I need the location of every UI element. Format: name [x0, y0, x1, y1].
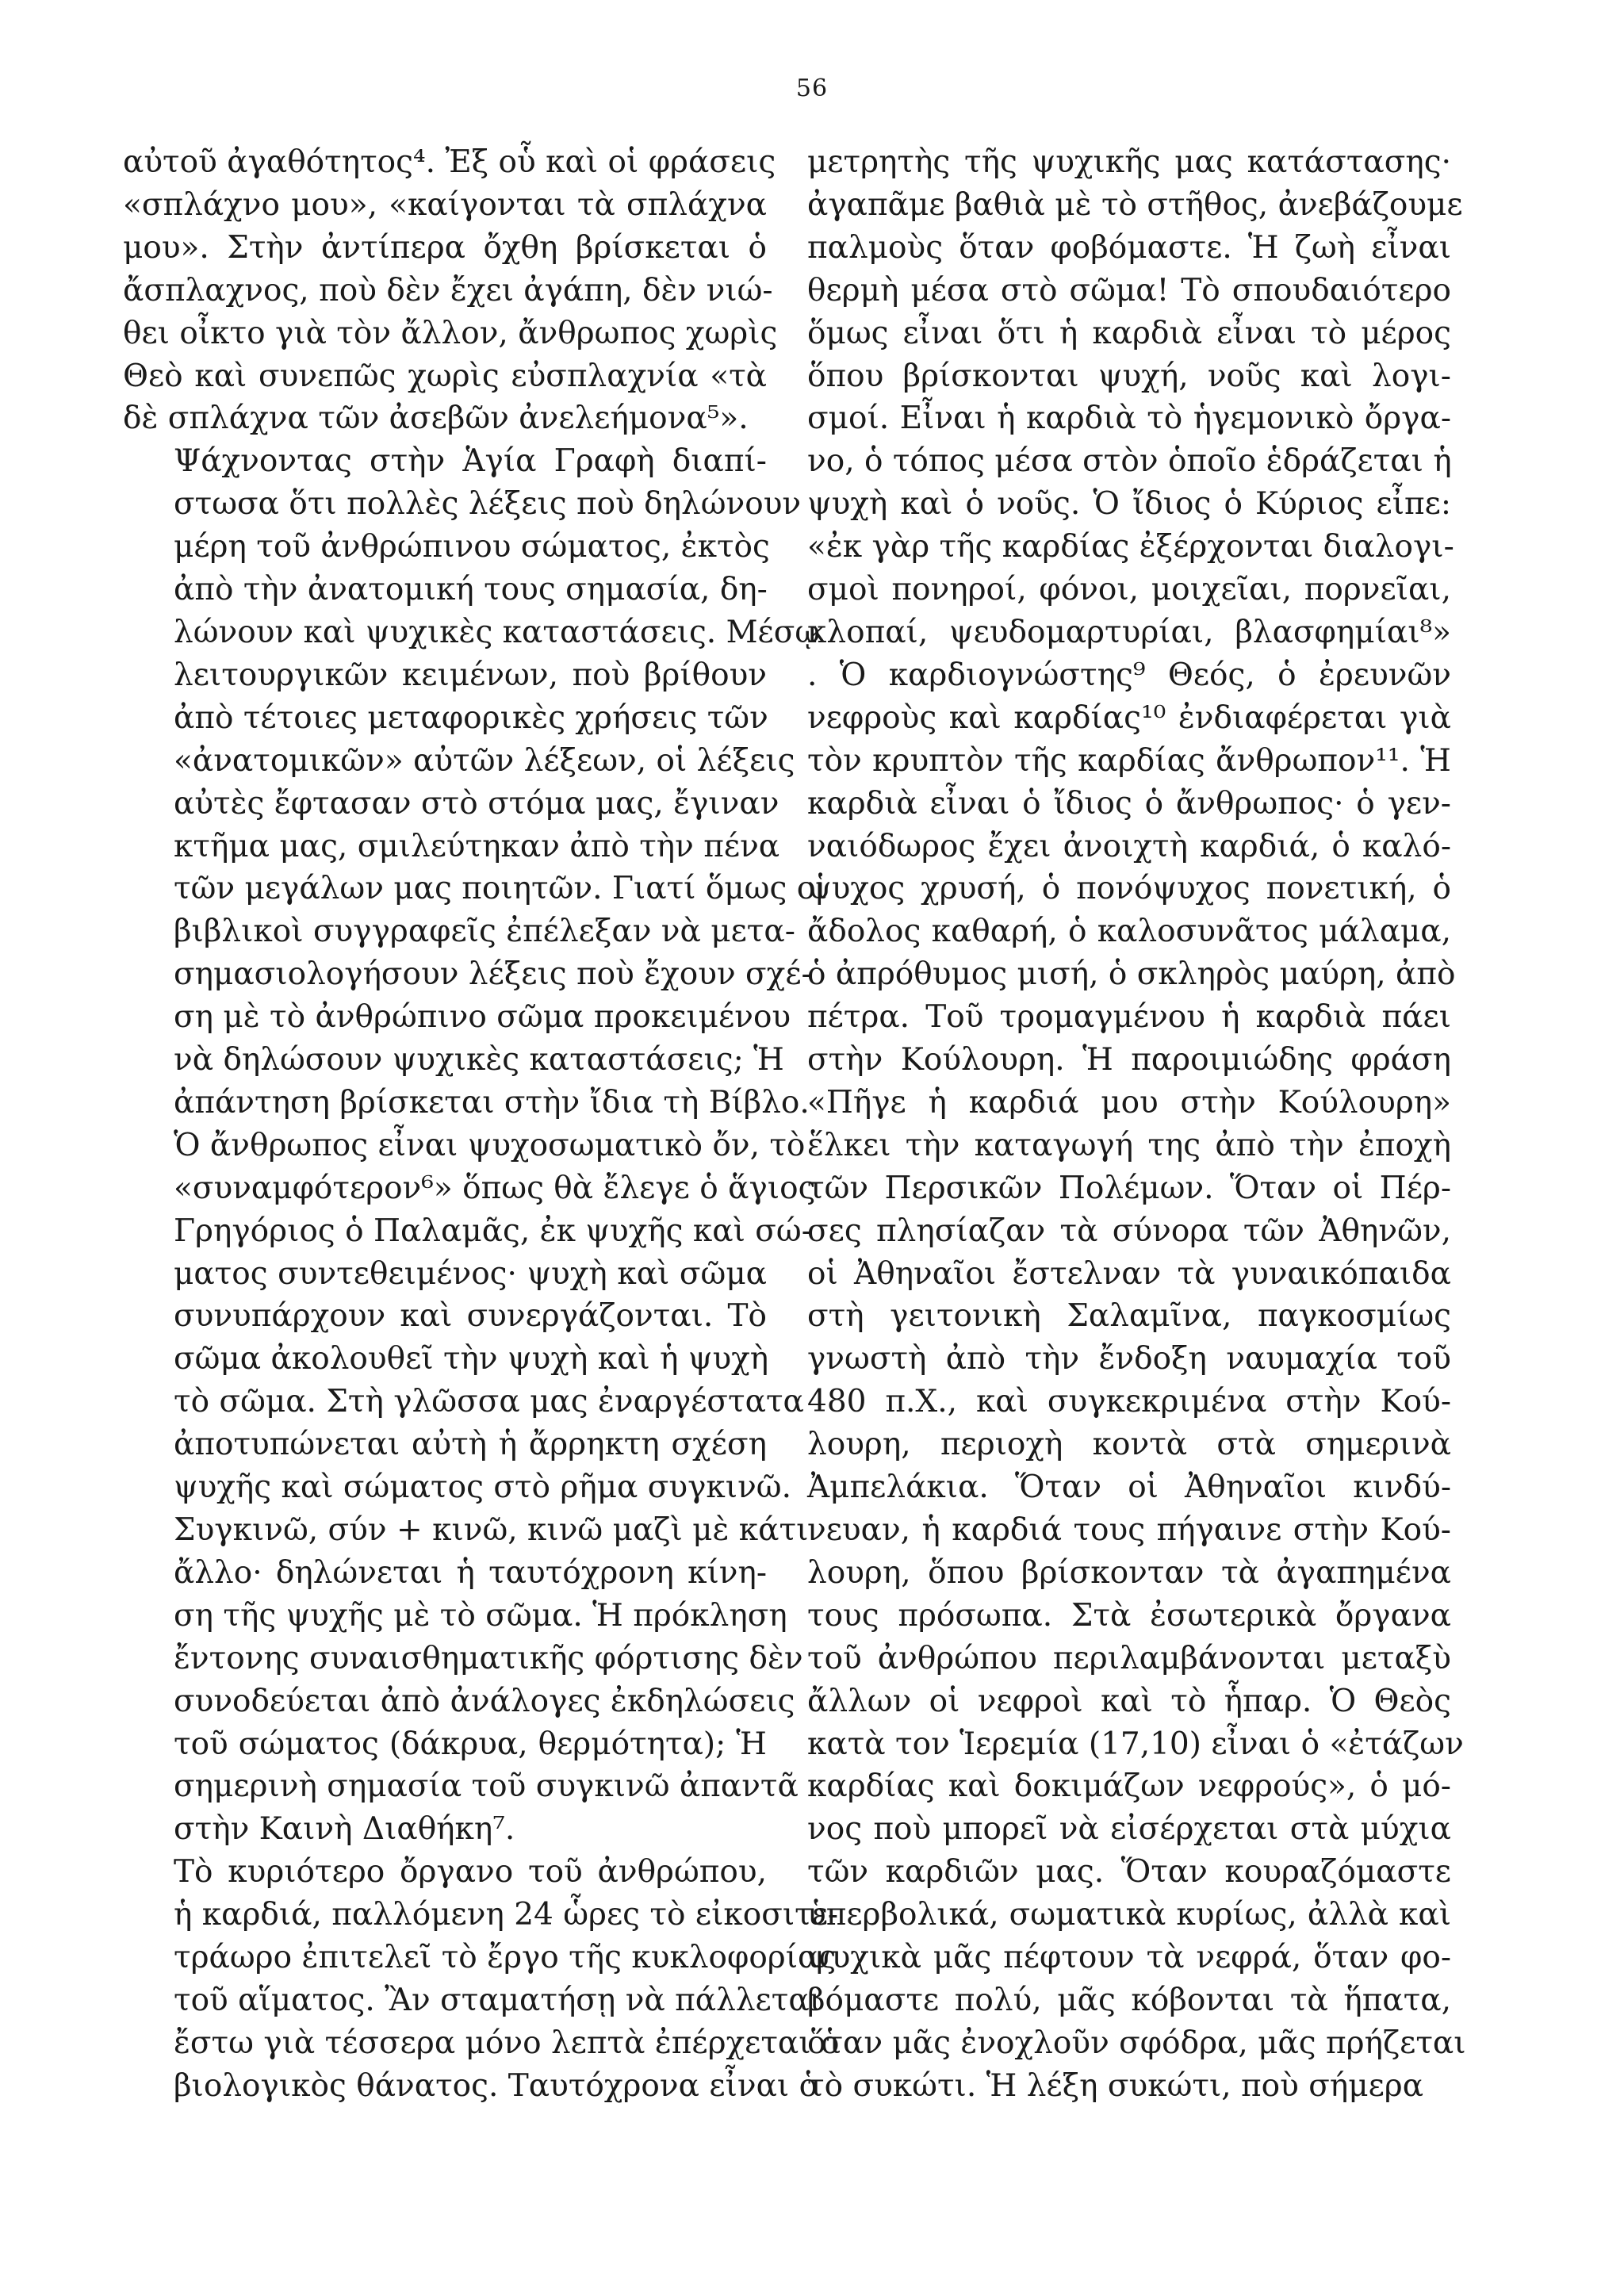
paragraph: [123, 440, 828, 1851]
text-line: ἀπάντηση βρίσκεται στὴν ἴδια τὴ Βίβλο.: [174, 1084, 810, 1121]
text-line: λώνουν καὶ ψυχικὲς καταστάσεις. Μέσῳ: [174, 614, 821, 650]
text-line: μου». Στὴν ἀντίπερα ὄχθη βρίσκεται ὁ: [123, 229, 767, 266]
text-line: ἄλλων οἱ νεφροὶ καὶ τὸ ἧπαρ. Ὁ Θεὸς: [807, 1683, 1451, 1719]
text-line: Θεὸ καὶ συνεπῶς χωρὶς εὐσπλαχνία «τὰ: [123, 358, 767, 394]
text-line: νὰ δηλώσουν ψυχικὲς καταστάσεις; Ἡ: [174, 1042, 784, 1078]
text-line: Γρηγόριος ὁ Παλαμᾶς, ἐκ ψυχῆς καὶ σώ-: [174, 1213, 812, 1249]
text-line: ἄλλο· δηλώνεται ἡ ταυτόχρονη κίνη-: [174, 1554, 767, 1591]
text-line: τοῦ ἀνθρώπου περιλαμβάνονται μεταξὺ: [807, 1640, 1451, 1676]
text-line: στωσα ὅτι πολλὲς λέξεις ποὺ δηλώνουν: [174, 486, 802, 523]
text-line: νο, ὁ τόπος μέσα στὸν ὁποῖο ἑδράζεται ἡ: [807, 443, 1452, 480]
text-line: λουρη, ὅπου βρίσκονταν τὰ ἀγαπημένα: [807, 1554, 1451, 1591]
text-line: Τὸ κυριότερο ὄργανο τοῦ ἀνθρώπου,: [174, 1854, 767, 1891]
text-line: σμοὶ πονηροί, φόνοι, μοιχεῖαι, πορνεῖαι,: [807, 572, 1451, 608]
text-line: τὸν κρυπτὸν τῆς καρδίας ἄνθρωπον¹¹. Ἡ: [807, 742, 1451, 779]
paragraph: [807, 141, 1466, 2108]
text-line: ἀπὸ τὴν ἀνατομική τους σημασία, δη-: [174, 572, 768, 608]
text-line: «σπλάχνο μου», «καίγονται τὰ σπλάχνα: [123, 186, 767, 223]
text-line: νευαν, ἡ καρδιά τους πήγαινε στὴν Κού-: [807, 1512, 1451, 1548]
text-line: ση μὲ τὸ ἀνθρώπινο σῶμα προκειμένου: [174, 999, 791, 1036]
text-line: στὴν Καινὴ Διαθήκη⁷.: [174, 1811, 515, 1848]
text-line: ὑπερβολικά, σωματικὰ κυρίως, ἀλλὰ καὶ: [807, 1897, 1451, 1933]
text-line: σες πλησίαζαν τὰ σύνορα τῶν Ἀθηνῶν,: [807, 1213, 1451, 1249]
text-line: νος ποὺ μπορεῖ νὰ εἰσέρχεται στὰ μύχια: [807, 1811, 1451, 1848]
text-line: ἕλκει τὴν καταγωγή της ἀπὸ τὴν ἐποχὴ: [807, 1127, 1451, 1163]
text-line: θει οἶκτο γιὰ τὸν ἄλλον, ἄνθρωπος χωρὶς: [123, 315, 778, 351]
text-line: ἔστω γιὰ τέσσερα μόνο λεπτὰ ἐπέρχεται ὁ: [174, 2025, 840, 2061]
text-line: «συναμφότερον⁶» ὅπως θὰ ἔλεγε ὁ ἅγιος: [174, 1170, 816, 1206]
text-line: δὲ σπλάχνα τῶν ἀσεβῶν ἀνελεήμονα⁵».: [123, 400, 749, 437]
text-line: πέτρα. Τοῦ τρομαγμένου ἡ καρδιὰ πάει: [807, 999, 1451, 1036]
text-line: βιολογικὸς θάνατος. Ταυτόχρονα εἶναι ὁ: [174, 2067, 818, 2104]
text-line: λουρη, περιοχὴ κοντὰ στὰ σημερινὰ: [807, 1427, 1451, 1463]
text-line: αὐτὲς ἔφτασαν στὸ στόμα μας, ἔγιναν: [174, 785, 779, 822]
text-line: «Πῆγε ἡ καρδιά μου στὴν Κούλουρη»: [807, 1084, 1451, 1121]
text-line: ἔντονης συναισθηματικῆς φόρτισης δὲν: [174, 1640, 803, 1676]
text-line: στὴν Κούλουρη. Ἡ παροιμιώδης φράση: [807, 1042, 1451, 1078]
text-line: ψυχῆς καὶ σώματος στὸ ρῆμα συγκινῶ.: [174, 1469, 791, 1506]
text-line: «ἐκ γὰρ τῆς καρδίας ἐξέρχονται διαλογι-: [807, 529, 1454, 565]
text-line: μέρη τοῦ ἀνθρώπινου σώματος, ἐκτὸς: [174, 529, 770, 565]
text-line: βόμαστε πολύ, μᾶς κόβονται τὰ ἥπατα,: [807, 1982, 1451, 2018]
text-line: γνωστὴ ἀπὸ τὴν ἔνδοξη ναυμαχία τοῦ: [807, 1341, 1451, 1377]
text-line: κατὰ τον Ἱερεμία (17,10) εἶναι ὁ «ἐτάζων: [807, 1726, 1464, 1762]
text-line: ἄσπλαχνος, ποὺ δὲν ἔχει ἀγάπη, δὲν νιώ-: [123, 272, 773, 308]
text-line: λειτουργικῶν κειμένων, ποὺ βρίθουν: [174, 657, 767, 693]
paragraph: [123, 141, 778, 440]
text-line: σῶμα ἀκολουθεῖ τὴν ψυχὴ καὶ ἡ ψυχὴ: [174, 1341, 769, 1377]
text-line: βιβλικοὶ συγγραφεῖς ἐπέλεξαν νὰ μετα-: [174, 914, 795, 950]
left-column: [123, 141, 840, 2108]
text-line: τῶν Περσικῶν Πολέμων. Ὅταν οἱ Πέρ-: [807, 1170, 1451, 1206]
text-line: τὸ σῶμα. Στὴ γλῶσσα μας ἐναργέστατα: [174, 1384, 804, 1420]
text-line: ὅμως εἶναι ὅτι ἡ καρδιὰ εἶναι τὸ μέρος: [807, 315, 1451, 351]
text-line: ἀποτυπώνεται αὐτὴ ἡ ἄρρηκτη σχέση: [174, 1427, 767, 1463]
text-line: ἀπὸ τέτοιες μεταφορικὲς χρήσεις τῶν: [174, 699, 768, 736]
text-line: τῶν μεγάλων μας ποιητῶν. Γιατί ὅμως οἱ: [174, 871, 828, 907]
text-line: ὅπου βρίσκονται ψυχή, νοῦς καὶ λογι-: [807, 358, 1451, 394]
text-line: 480 π.Χ., καὶ συγκεκριμένα στὴν Κού-: [807, 1384, 1451, 1420]
text-line: τους πρόσωπα. Στὰ ἐσωτερικὰ ὄργανα: [807, 1597, 1451, 1634]
text-line: κλοπαί, ψευδομαρτυρίαι, βλασφημίαι⁸»: [807, 614, 1451, 650]
text-line: μετρητὴς τῆς ψυχικῆς μας κατάστασης·: [807, 144, 1451, 180]
text-line: ἡ καρδιά, παλλόμενη 24 ὧρες τὸ εἰκοσιτε-: [174, 1897, 839, 1933]
text-line: Ἀμπελάκια. Ὅταν οἱ Ἀθηναῖοι κινδύ-: [807, 1469, 1451, 1506]
text-line: ψυχικὰ μᾶς πέφτουν τὰ νεφρά, ὅταν φο-: [807, 1940, 1451, 1976]
text-line: παλμοὺς ὅταν φοβόμαστε. Ἡ ζωὴ εἶναι: [807, 229, 1451, 266]
page-number: 56: [795, 75, 829, 102]
text-line: καρδιὰ εἶναι ὁ ἴδιος ὁ ἄνθρωπος· ὁ γεν-: [807, 785, 1451, 822]
text-line: «ἀνατομικῶν» αὐτῶν λέξεων, οἱ λέξεις: [174, 742, 795, 779]
text-line: τοῦ σώματος (δάκρυα, θερμότητα); Ἡ: [174, 1726, 767, 1762]
text-line: Συγκινῶ, σύν + κινῶ, κινῶ μαζὶ μὲ κάτι: [174, 1512, 809, 1548]
text-line: σημασιολογήσουν λέξεις ποὺ ἔχουν σχέ-: [174, 956, 812, 993]
text-line: Ὁ ἄνθρωπος εἶναι ψυχοσωματικὸ ὄν, τὸ: [174, 1127, 806, 1163]
text-line: ὅταν μᾶς ἐνοχλοῦν σφόδρα, μᾶς πρήζεται: [807, 2025, 1466, 2061]
text-line: τῶν καρδιῶν μας. Ὅταν κουραζόμαστε: [807, 1854, 1451, 1891]
text-line: σμοί. Εἶναι ἡ καρδιὰ τὸ ἡγεμονικὸ ὄργα-: [807, 400, 1451, 437]
text-line: συνοδεύεται ἀπὸ ἀνάλογες ἐκδηλώσεις: [174, 1683, 795, 1719]
text-line: τράωρο ἐπιτελεῖ τὸ ἔργο τῆς κυκλοφορίας: [174, 1940, 837, 1976]
text-line: ψυχὴ καὶ ὁ νοῦς. Ὁ ἴδιος ὁ Κύριος εἶπε:: [807, 486, 1451, 523]
text-line: καρδίας καὶ δοκιμάζων νεφρούς», ὁ μό-: [807, 1768, 1451, 1805]
text-line: ναιόδωρος ἔχει ἀνοιχτὴ καρδιά, ὁ καλό-: [807, 828, 1451, 864]
text-line: οἱ Ἀθηναῖοι ἔστελναν τὰ γυναικόπαιδα: [807, 1255, 1451, 1292]
text-line: ἄδολος καθαρή, ὁ καλοσυνᾶτος μάλαμα,: [807, 914, 1451, 950]
text-line: ἀγαπᾶμε βαθιὰ μὲ τὸ στῆθος, ἀνεβάζουμε: [807, 186, 1463, 223]
text-line: νεφροὺς καὶ καρδίας¹⁰ ἐνδιαφέρεται γιὰ: [807, 699, 1451, 736]
right-column: [807, 141, 1466, 2108]
text-line: ματος συντεθειμένος· ψυχὴ καὶ σῶμα: [174, 1255, 767, 1292]
text-line: τὸ συκώτι. Ἡ λέξη συκώτι, ποὺ σήμερα: [807, 2067, 1424, 2104]
text-line: αὐτοῦ ἀγαθότητος⁴. Ἐξ οὗ καὶ οἱ φράσεις: [123, 144, 776, 180]
text-line: θερμὴ μέσα στὸ σῶμα! Τὸ σπουδαιότερο: [807, 272, 1451, 308]
text-line: ση τῆς ψυχῆς μὲ τὸ σῶμα. Ἡ πρόκληση: [174, 1597, 787, 1634]
text-line: συνυπάρχουν καὶ συνεργάζονται. Τὸ: [174, 1298, 767, 1335]
text-line: κτῆμα μας, σμιλεύτηκαν ἀπὸ τὴν πένα: [174, 828, 780, 864]
paragraph: [123, 1851, 840, 2107]
text-line: ψυχος χρυσή, ὁ πονόψυχος πονετική, ὁ: [807, 871, 1451, 907]
text-line: τοῦ αἵματος. Ἂν σταματήσῃ νὰ πάλλεται: [174, 1982, 822, 2018]
text-line: στὴ γειτονικὴ Σαλαμῖνα, παγκοσμίως: [807, 1298, 1451, 1335]
text-line: ὁ ἀπρόθυμος μισή, ὁ σκληρὸς μαύρη, ἀπὸ: [807, 956, 1456, 993]
text-line: σημερινὴ σημασία τοῦ συγκινῶ ἀπαντᾶ: [174, 1768, 799, 1805]
text-line: . Ὁ καρδιογνώστης⁹ Θεός, ὁ ἐρευνῶν: [807, 657, 1451, 693]
text-line: Ψάχνοντας στὴν Ἁγία Γραφὴ διαπί-: [174, 443, 767, 480]
